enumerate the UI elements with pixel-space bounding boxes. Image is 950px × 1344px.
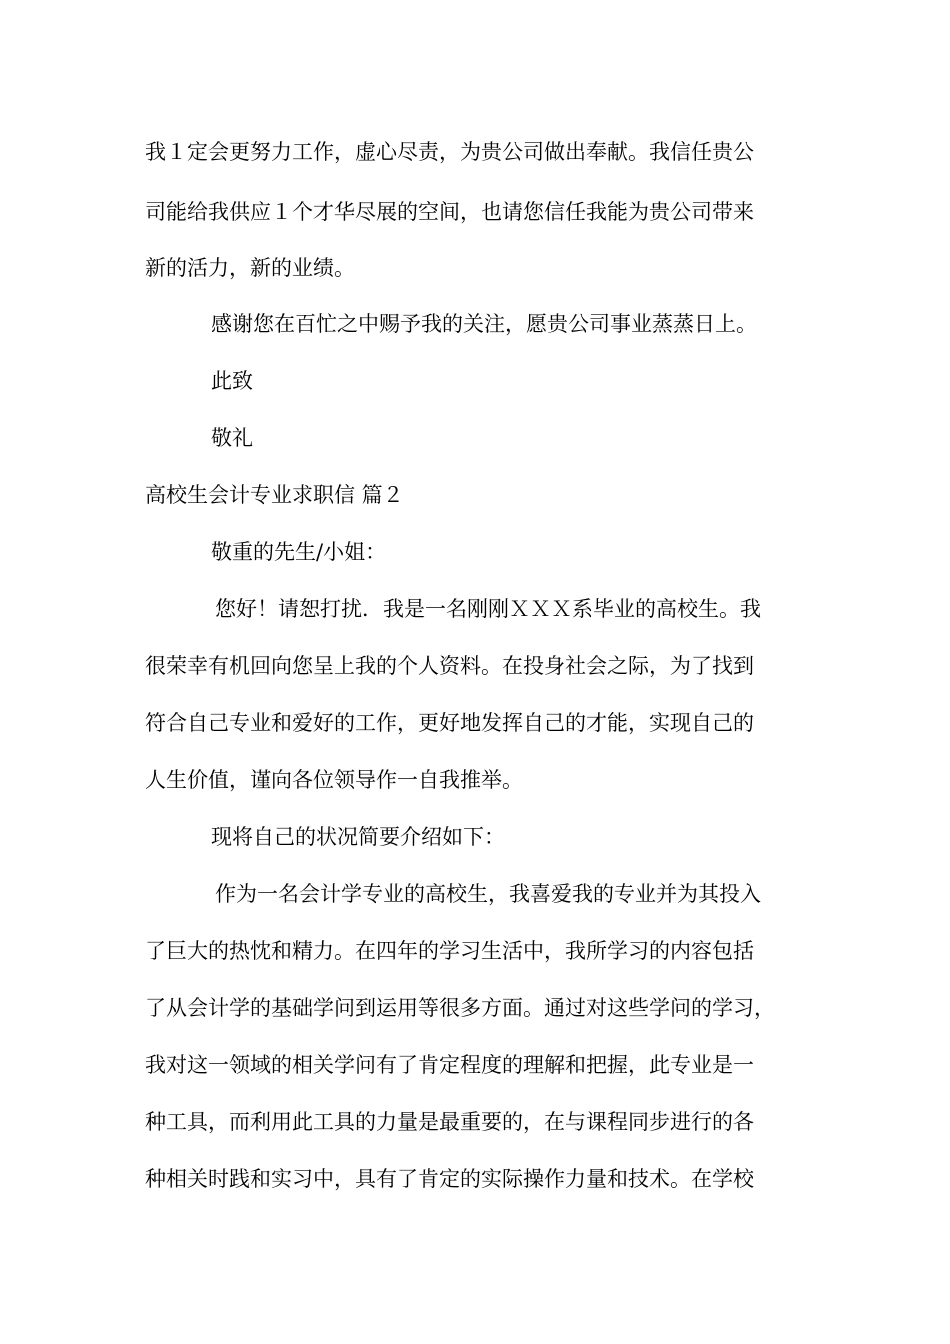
- paragraph-line: 感谢您在百忙之中赐予我的关注，愿贵公司事业蒸蒸日上。: [211, 312, 757, 336]
- paragraph-line: 符合自己专业和爱好的工作，更好地发挥自己的才能，实现自己的: [145, 711, 754, 735]
- salutation: 敬重的先生/小姐：: [211, 540, 387, 564]
- paragraph-line: 现将自己的状况简要介绍如下：: [211, 825, 505, 849]
- closing-line: 此致: [211, 369, 253, 393]
- paragraph-line: 新的活力，新的业绩。: [145, 256, 355, 280]
- paragraph-line: 我对这一领域的相关学问有了肯定程度的理解和把握，此专业是一: [145, 1053, 754, 1077]
- paragraph-line: 我１定会更努力工作，虚心尽责，为贵公司做出奉献。我信任贵公: [145, 140, 754, 164]
- paragraph-line: 人生价值，谨向各位领导作一自我推举。: [145, 768, 523, 792]
- paragraph-line: 了巨大的热忱和精力。在四年的学习生活中，我所学习的内容包括: [145, 939, 754, 963]
- section-heading: 高校生会计专业求职信 篇２: [145, 483, 404, 507]
- paragraph-line: 了从会计学的基础学问到运用等很多方面。通过对这些学问的学习，: [145, 996, 775, 1020]
- paragraph-line: 很荣幸有机回向您呈上我的个人资料。在投身社会之际，为了找到: [145, 654, 754, 678]
- paragraph-line: 种工具，而利用此工具的力量是最重要的，在与课程同步进行的各: [145, 1110, 754, 1134]
- paragraph-line: 种相关时践和实习中，具有了肯定的实际操作力量和技术。在学校: [145, 1167, 754, 1191]
- paragraph-line: 您好！请恕打扰．我是一名刚刚ＸＸＸ系毕业的高校生。我: [215, 597, 761, 621]
- closing-line: 敬礼: [211, 426, 253, 450]
- paragraph-line: 司能给我供应１个才华尽展的空间，也请您信任我能为贵公司带来: [145, 200, 754, 224]
- paragraph-line: 作为一名会计学专业的高校生，我喜爱我的专业并为其投入: [215, 882, 761, 906]
